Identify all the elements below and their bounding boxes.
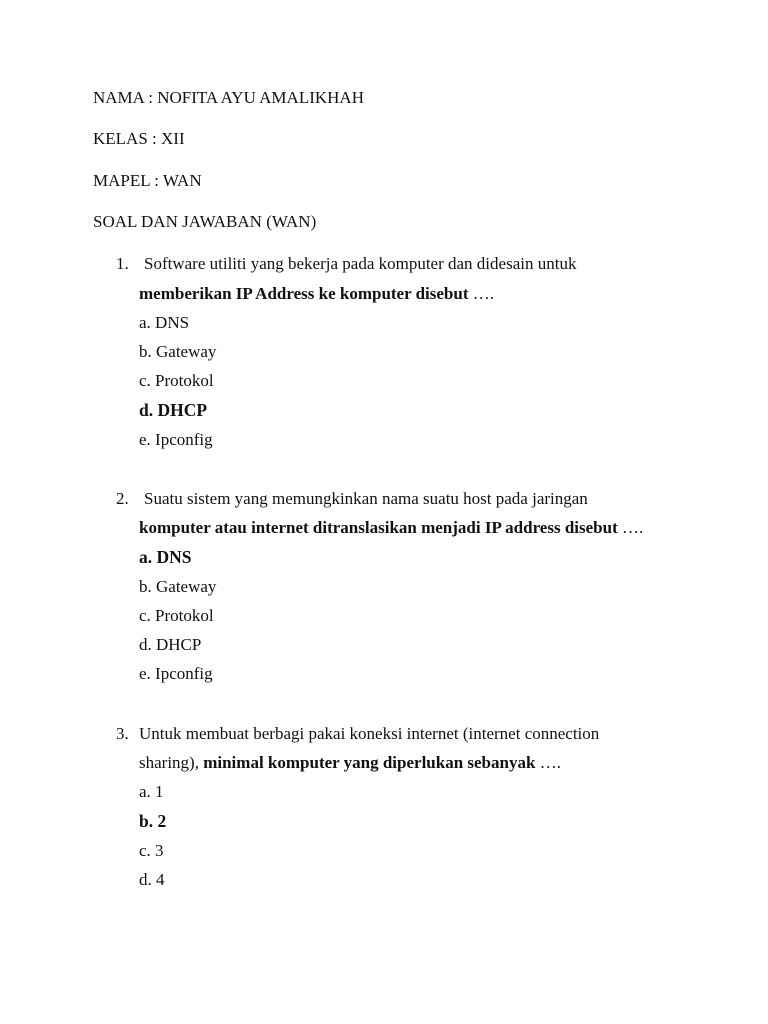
answer-option: c. Protokol	[139, 606, 214, 625]
answer-option: e. Ipconfig	[139, 430, 213, 449]
student-name: NAMA : NOFITA AYU AMALIKHAH	[93, 88, 364, 107]
correct-answer-option: b. 2	[139, 811, 167, 831]
answer-option: d. DHCP	[139, 635, 202, 654]
question-number: 1.	[116, 254, 129, 273]
question-text-plain: sharing),	[139, 753, 204, 772]
answer-option: a. 1	[139, 782, 164, 801]
question-number: 2.	[116, 489, 129, 508]
question-text: Software utiliti yang bekerja pada komputer dan didesain untuk	[144, 254, 577, 273]
student-class: KELAS : XII	[93, 129, 185, 148]
answer-option: c. 3	[139, 841, 164, 860]
question-text-continued	[139, 518, 643, 538]
answer-option: c. Protokol	[139, 371, 214, 390]
question-text-bold: memberikan IP Address ke komputer disebut	[139, 284, 469, 303]
correct-answer-option: a. DNS	[139, 547, 192, 567]
answer-option: e. Ipconfig	[139, 664, 213, 683]
answer-option: b. Gateway	[139, 342, 217, 361]
question-number: 3.	[116, 724, 129, 743]
question-ellipsis: ….	[617, 518, 644, 537]
question-ellipsis: ….	[535, 753, 561, 772]
answer-option: a. DNS	[139, 313, 190, 332]
question-text-bold: minimal komputer yang diperlukan sebanyak	[203, 753, 536, 772]
subject: MAPEL : WAN	[93, 171, 202, 190]
question-ellipsis: ….	[468, 284, 494, 303]
answer-option: d. 4	[139, 870, 165, 889]
question-text-continued	[139, 284, 494, 304]
document-title: SOAL DAN JAWABAN (WAN)	[93, 212, 317, 231]
answer-option: b. Gateway	[139, 577, 217, 596]
correct-answer-option: d. DHCP	[139, 400, 208, 420]
question-text-continued	[139, 753, 561, 773]
question-text-bold: komputer atau internet ditranslasikan menjadi IP address disebut	[139, 518, 618, 537]
question-text: Untuk membuat berbagi pakai koneksi internet (internet connection	[139, 724, 600, 743]
question-text: Suatu sistem yang memungkinkan nama suatu host pada jaringan	[144, 489, 588, 508]
